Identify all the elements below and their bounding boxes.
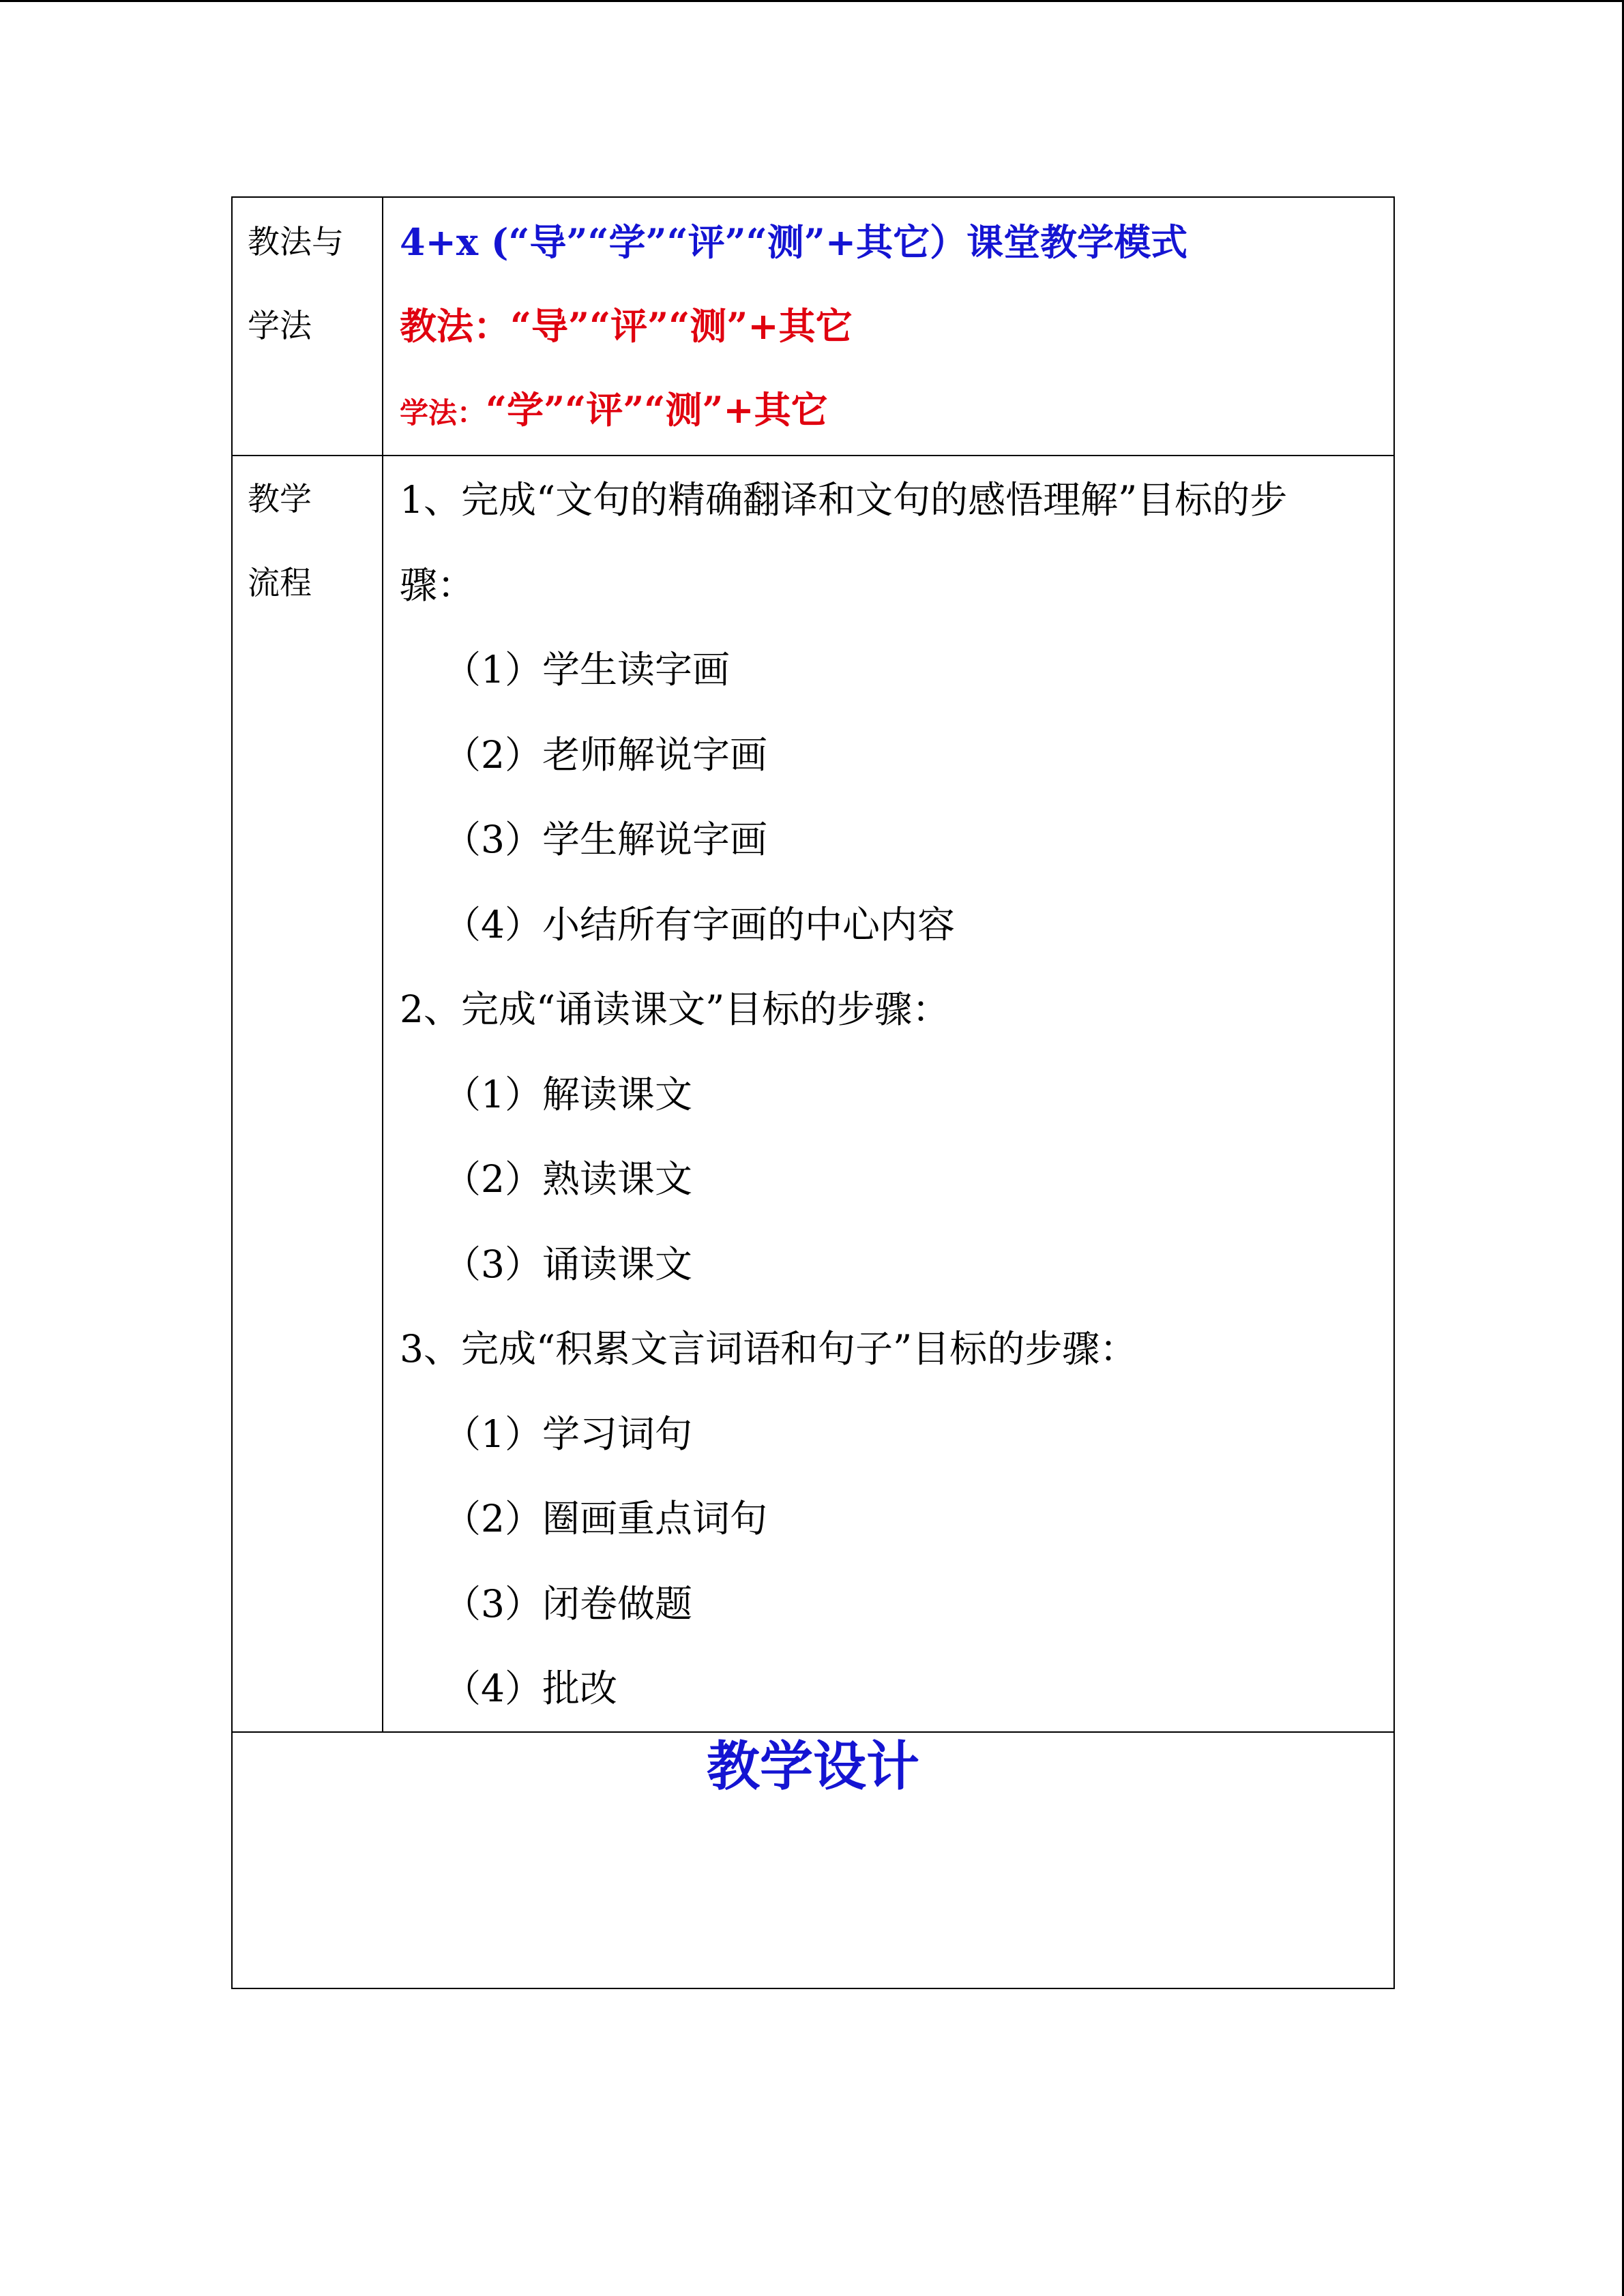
label-line: 教法与 [248,224,344,261]
method-row [232,197,1394,456]
teaching-method-content: “导”“评”“测”+其它 [510,304,853,348]
process-row [232,456,1394,1732]
label-line: 教学 [248,481,312,518]
teaching-mode-title: 4+x (“导”“学”“评”“测”+其它）课堂教学模式 [400,220,1188,264]
learning-method-label: 学法： [400,396,486,430]
section-heading: 2、完成“诵读课文”目标的步骤： [400,987,950,1031]
process-row-label [232,456,383,1732]
teaching-method-label: 教法： [400,304,510,348]
step-item: （3）诵读课文 [443,1242,692,1286]
learning-method-content: “学”“评”“测”+其它 [486,388,828,432]
step-item: （2）熟读课文 [443,1157,692,1201]
design-row [232,1732,1394,1988]
step-item: （1）学习词句 [443,1412,692,1456]
step-item: （3）学生解说字画 [443,818,767,861]
step-item: （1）解读课文 [443,1072,692,1116]
step-item: （1）学生读字画 [443,648,730,691]
learning-method-line [400,368,1354,455]
method-row-label [232,197,383,456]
section-heading: 3、完成“积累文言词语和句子”目标的步骤： [400,1327,1138,1371]
teaching-method-line [400,284,1354,368]
step-item: （2）老师解说字画 [443,732,767,777]
design-row-cell [232,1732,1394,1988]
method-row-content [383,197,1394,456]
section-heading: 1、完成“文句的精确翻译和文句的感悟理解”目标的步骤： [400,478,1288,607]
step-item: （3）闭卷做题 [443,1581,692,1626]
step-item: （4）批改 [443,1667,617,1710]
design-heading: 教学设计 [706,1735,919,1798]
step-item: （4）小结所有字画的中心内容 [443,902,955,946]
lesson-plan-table [231,196,1395,1989]
step-item: （2）圈画重点词句 [443,1497,767,1540]
label-line: 流程 [248,565,312,602]
process-row-content [383,456,1394,1732]
label-line: 学法 [248,308,312,345]
